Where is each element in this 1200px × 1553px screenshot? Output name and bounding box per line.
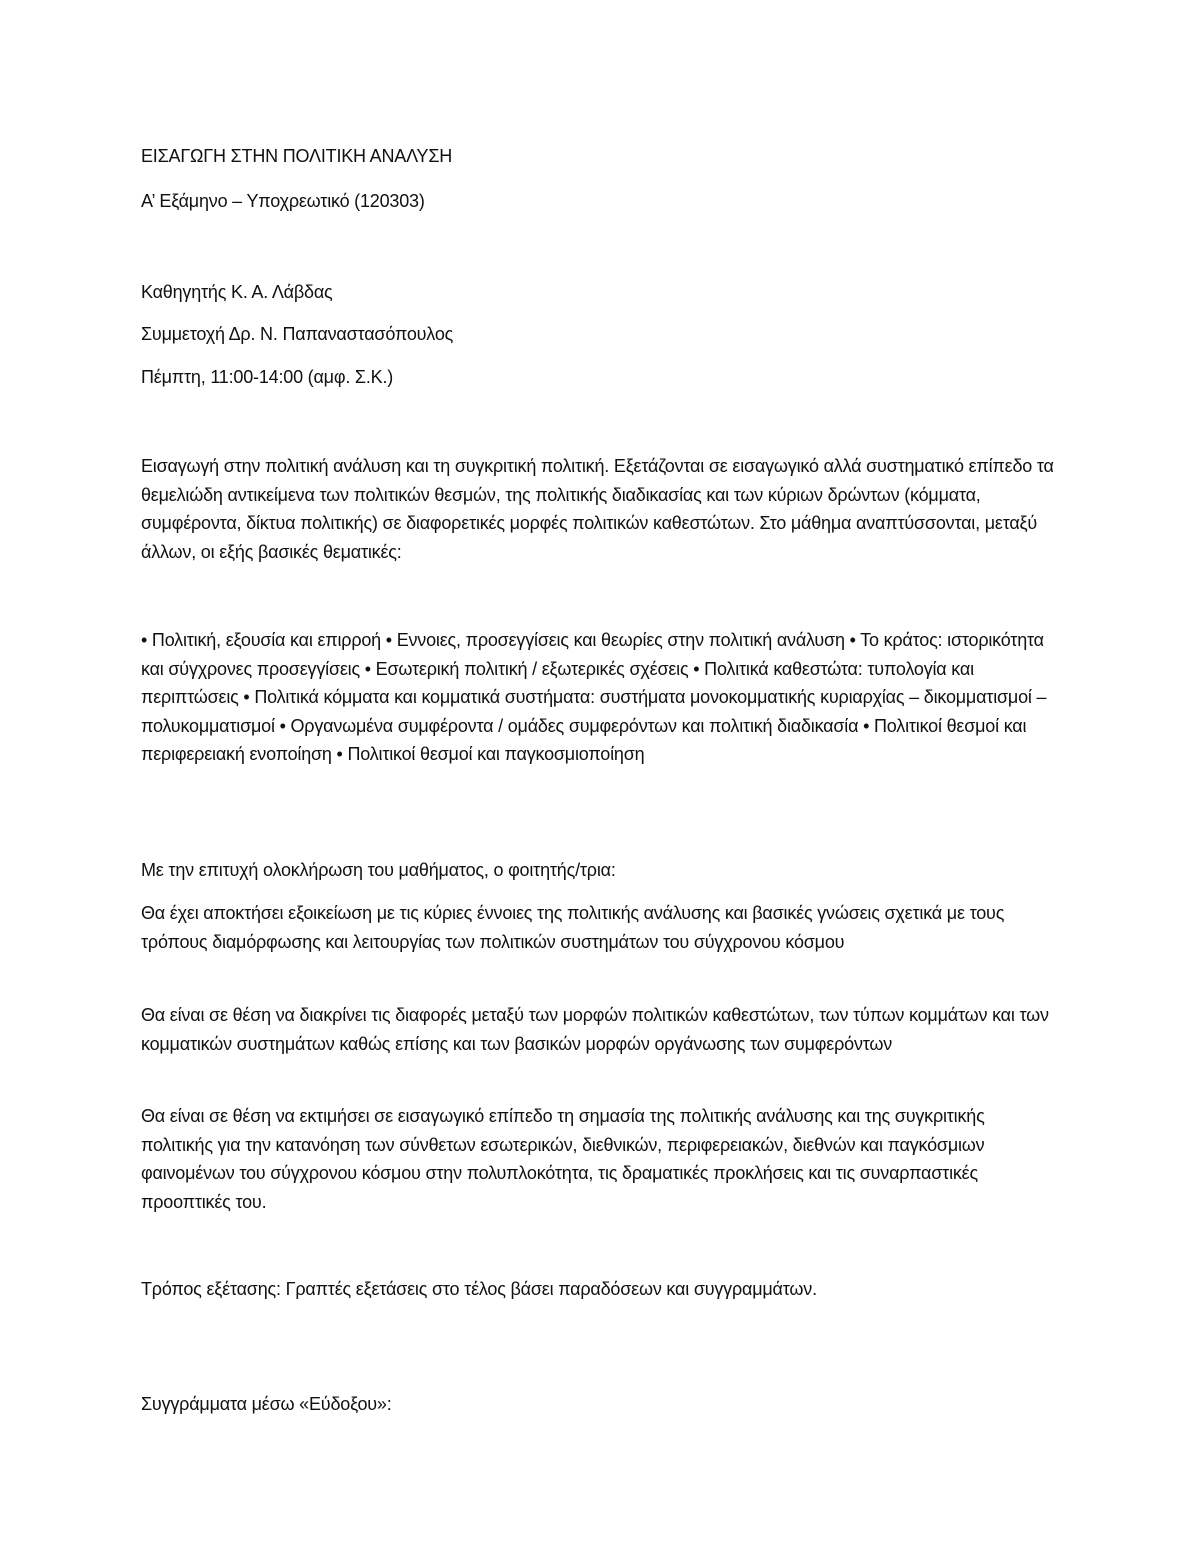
professor-line: Καθηγητής Κ. Α. Λάβδας <box>141 282 333 302</box>
outcome-item: Θα είναι σε θέση να εκτιμήσει σε εισαγωγικό επίπεδο τη σημασία της πολιτικής ανάλυσης και της συγκριτικής πολιτικής για την κατανόηση των σύνθετων εσωτερικών, διεθνικών, περιφερειακών, διεθνών και παγκόσμιων φαινομένων του σύγχρονου κόσμου στην πολυπλοκότητα, τις δραματικές προκλήσεις και τις συναρπαστικές προοπτικές του. <box>141 1106 985 1212</box>
exam-method: Τρόπος εξέτασης: Γραπτές εξετάσεις στο τέλος βάσει παραδόσεων και συγγραμμάτων. <box>141 1279 817 1299</box>
outcome-item: Θα έχει αποκτήσει εξοικείωση με τις κύριες έννοιες της πολιτικής ανάλυσης και βασικές γνώσεις σχετικά με τους τρόπους διαμόρφωσης και λειτουργίας των πολιτικών συστημάτων του σύγχρονου κόσμου <box>141 903 1005 952</box>
outcome-item: Θα είναι σε θέση να διακρίνει τις διαφορές μεταξύ των μορφών πολιτικών καθεστώτων, των τύπων κομμάτων και των κομματικών συστημάτων καθώς επίσης και των βασικών μορφών οργάνωσης των συμφερόντων <box>141 1005 1049 1054</box>
course-title: ΕΙΣΑΓΩΓΗ ΣΤΗΝ ΠΟΛΙΤΙΚΗ ΑΝΑΛΥΣΗ <box>141 146 453 166</box>
participation-line: Συμμετοχή Δρ. Ν. Παπαναστασόπουλος <box>141 324 454 344</box>
course-semester: Α’ Εξάμηνο – Υποχρεωτικό (120303) <box>141 191 425 211</box>
topics-paragraph: • Πολιτική, εξουσία και επιρροή • Εννοιες, προσεγγίσεις και θεωρίες στην πολιτική ανάλυση • Το κράτος: ιστορικότητα και σύγχρονες προσεγγίσεις • Εσωτερική πολιτική / εξωτερικές σχέσεις • Πολιτικά καθεστώτα: τυπολογία και περιπτώσεις • Πολιτικά κόμματα και κομματικά συστήματα: συστήματα μονοκομματικής κυριαρχίας – δικομματισμοί – πολυκομματισμοί • Οργανωμένα συμφέροντα / ομάδες συμφερόντων και πολιτική διαδικασία • Πολιτικοί θεσμοί και περιφερειακή ενοποίηση • Πολιτικοί θεσμοί και παγκοσμιοποίηση <box>141 630 1047 764</box>
textbooks-heading: Συγγράμματα μέσω «Εύδοξου»: <box>141 1394 392 1414</box>
course-description: Εισαγωγή στην πολιτική ανάλυση και τη συγκριτική πολιτική. Εξετάζονται σε εισαγωγικό αλλά συστηματικό επίπεδο τα θεμελιώδη αντικείμενα των πολιτικών θεσμών, της πολιτικής διαδικασίας και των κύριων δρώντων (κόμματα, συμφέροντα, δίκτυα πολιτικής) σε διαφορετικές μορφές πολιτικών καθεστώτων. Στο μάθημα αναπτύσσονται, μεταξύ άλλων, οι εξής βασικές θεματικές: <box>141 456 1054 562</box>
schedule-line: Πέμπτη, 11:00-14:00 (αμφ. Σ.Κ.) <box>141 367 394 387</box>
outcomes-intro: Με την επιτυχή ολοκλήρωση του μαθήματος, ο φοιτητής/τρια: <box>141 860 616 880</box>
